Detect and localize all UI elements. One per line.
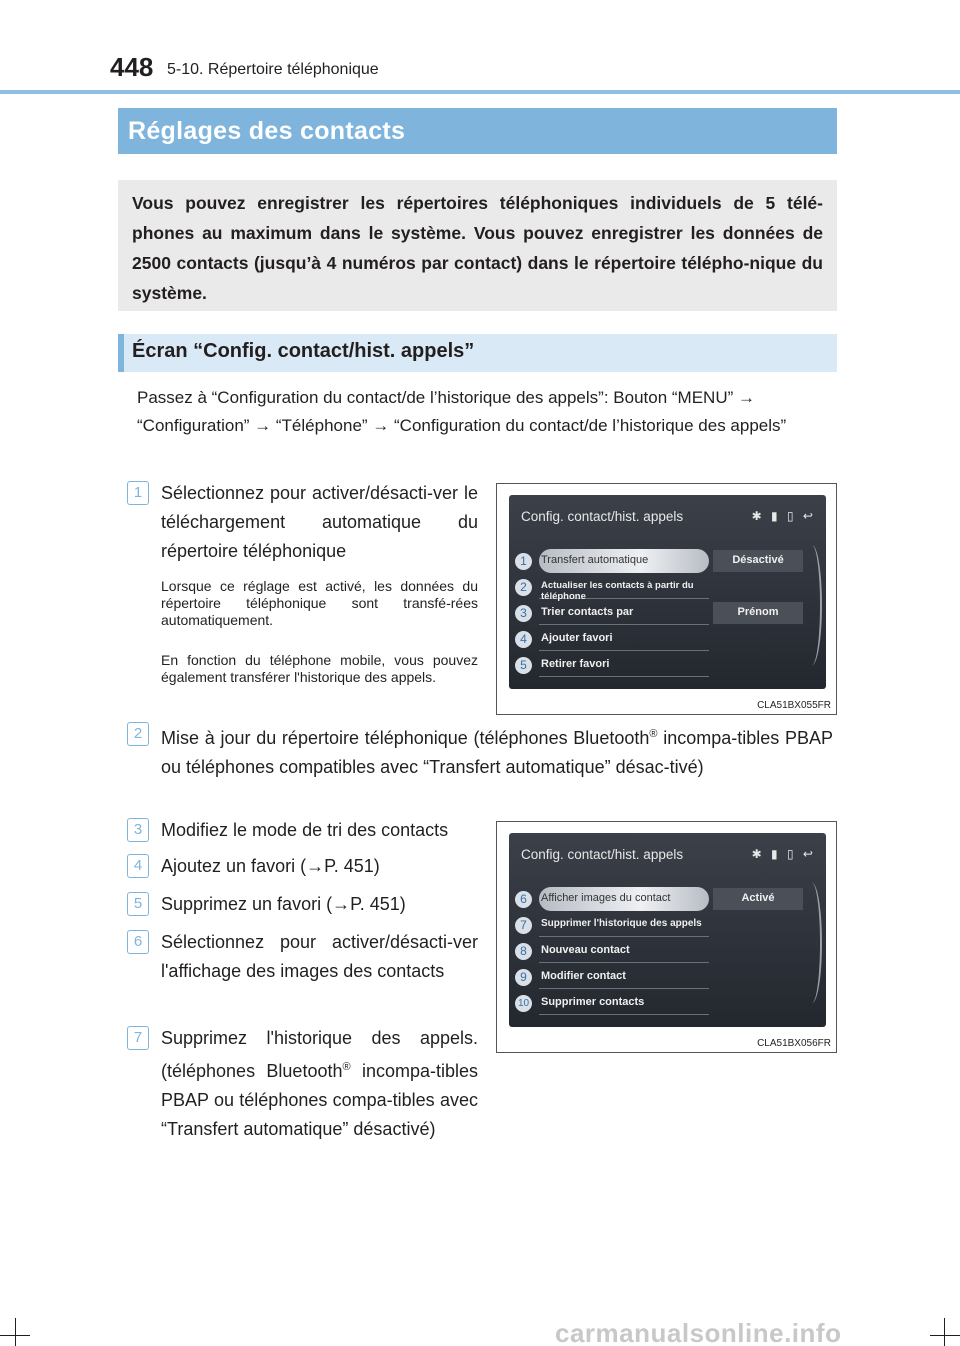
screen-row-value — [713, 888, 803, 910]
item-number-badge: 5 — [127, 892, 149, 916]
screen-callout: 8 — [515, 943, 532, 960]
screen-row-label: Trier contacts par — [541, 606, 634, 618]
item-number-badge: 6 — [127, 930, 149, 954]
item-number-badge: 2 — [127, 722, 149, 746]
item-number-badge: 7 — [127, 1026, 149, 1050]
item-text-part: Mise à jour du répertoire téléphonique (téléphones Bluetooth — [161, 728, 650, 748]
screen-row-label: Supprimer l'historique des appels — [541, 918, 702, 929]
screen-row — [539, 627, 709, 651]
screen-title: Config. contact/hist. appels — [521, 847, 684, 862]
screen-row — [539, 601, 709, 625]
intro-box — [118, 180, 837, 311]
watermark: carmanualsonline.info — [555, 1318, 842, 1346]
screen-row — [539, 965, 709, 989]
item-text: Supprimez un favori (→P. 451) — [161, 894, 406, 914]
screen-row — [539, 887, 709, 911]
screen-row — [539, 991, 709, 1015]
image-code: CLA51BX055FR — [757, 700, 831, 711]
item-number-badge: 3 — [127, 818, 149, 842]
screen-row-label: Ajouter favori — [541, 632, 613, 644]
chapter-title: 5-10. Répertoire téléphonique — [167, 61, 379, 78]
note-text: Lorsque ce réglage est activé, les données du répertoire téléphonique sont transfé-rées automatiquement. — [161, 578, 478, 628]
status-icons: ✱ ▮ ▯ ↩ — [751, 847, 816, 861]
subsection-title: Écran “Config. contact/hist. appels” — [132, 340, 475, 362]
screen-callout: 6 — [515, 891, 532, 908]
page-number: 448 — [110, 52, 154, 82]
status-icons: ✱ ▮ ▯ ↩ — [751, 509, 816, 523]
screen-callout: 2 — [515, 579, 532, 596]
screen-callout: 3 — [515, 605, 532, 622]
subsection-header — [118, 334, 837, 372]
crop-mark — [930, 1335, 960, 1336]
crop-mark — [15, 1318, 16, 1346]
value-text: Activé — [741, 892, 775, 904]
item-text: Sélectionnez pour activer/désacti-ver l'affichage des images des contacts — [161, 932, 478, 981]
screen-row — [539, 653, 709, 677]
crop-mark — [944, 1318, 945, 1346]
section-banner — [118, 108, 837, 154]
display-screen — [509, 833, 826, 1027]
item-text-part: Supprimez l'historique des appels. (téléphones Bluetooth — [161, 1028, 478, 1081]
item-text: Sélectionnez pour activer/désacti-ver le téléchargement automatique du répertoire téléphonique — [161, 483, 478, 561]
screen-row-label: Transfert automatique — [541, 554, 649, 566]
scroll-indicator — [802, 545, 822, 665]
screen-illustration-1 — [496, 483, 837, 715]
screen-row-value — [713, 602, 803, 624]
screen-callout: 5 — [515, 657, 532, 674]
item-text: Ajoutez un favori (→P. 451) — [161, 856, 380, 876]
screen-callout: 1 — [515, 553, 532, 570]
display-screen — [509, 495, 826, 689]
screen-row-value — [713, 550, 803, 572]
screen-row — [539, 939, 709, 963]
scroll-indicator — [802, 883, 822, 1003]
navigation-path: Passez à “Configuration du contact/de l’historique des appels”: Bouton “MENU” → “Configuration” → “Téléphone” → “Configuration du contact/de l’historique des appels” — [137, 388, 787, 435]
item-text — [161, 1024, 478, 1144]
header-rule — [0, 90, 960, 94]
item-text-part: incompa-tibles PBAP ou téléphones compatibles avec “Transfert automatique” désac-tivé) — [161, 728, 834, 777]
intro-text: Vous pouvez enregistrer les répertoires téléphoniques individuels de 5 télé-phones au maximum dans le système. Vous pouvez enregistrer les données de 2500 contacts (jusqu’à 4 numéros par contact) dans le répertoire télépho-nique du système. — [132, 193, 823, 303]
item-text — [161, 720, 833, 782]
screen-row-label: Actualiser les contacts à partir du téléphone — [541, 580, 694, 602]
screen-row-label: Afficher images du contact — [541, 892, 671, 904]
screen-callout: 9 — [515, 969, 532, 986]
screen-callout: 4 — [515, 631, 532, 648]
item-text: Modifiez le mode de tri des contacts — [161, 820, 449, 840]
registered-mark: ® — [649, 728, 658, 740]
image-code: CLA51BX056FR — [757, 1038, 831, 1049]
note-text: En fonction du téléphone mobile, vous pouvez également transférer l'historique des appels. — [161, 652, 478, 685]
screen-row — [539, 575, 709, 602]
screen-row — [539, 549, 709, 573]
screen-row-label: Retirer favori — [541, 658, 610, 670]
section-title: Réglages des contacts — [128, 117, 406, 145]
screen-illustration-2 — [496, 821, 837, 1053]
value-text: Désactivé — [732, 554, 784, 566]
screen-row-label: Supprimer contacts — [541, 996, 645, 1008]
screen-callout: 7 — [515, 917, 532, 934]
screen-callout: 10 — [515, 995, 532, 1012]
screen-row-label: Nouveau contact — [541, 944, 630, 956]
screen-title: Config. contact/hist. appels — [521, 509, 684, 524]
item-number-badge: 1 — [127, 481, 149, 505]
item-text-part: incompa-tibles PBAP ou téléphones compa-tibles avec “Transfert automatique” désactivé) — [161, 1061, 478, 1139]
screen-row — [539, 913, 709, 937]
registered-mark: ® — [342, 1061, 351, 1073]
item-number-badge: 4 — [127, 854, 149, 878]
screen-row-label: Modifier contact — [541, 970, 626, 982]
value-text: Prénom — [737, 606, 779, 618]
